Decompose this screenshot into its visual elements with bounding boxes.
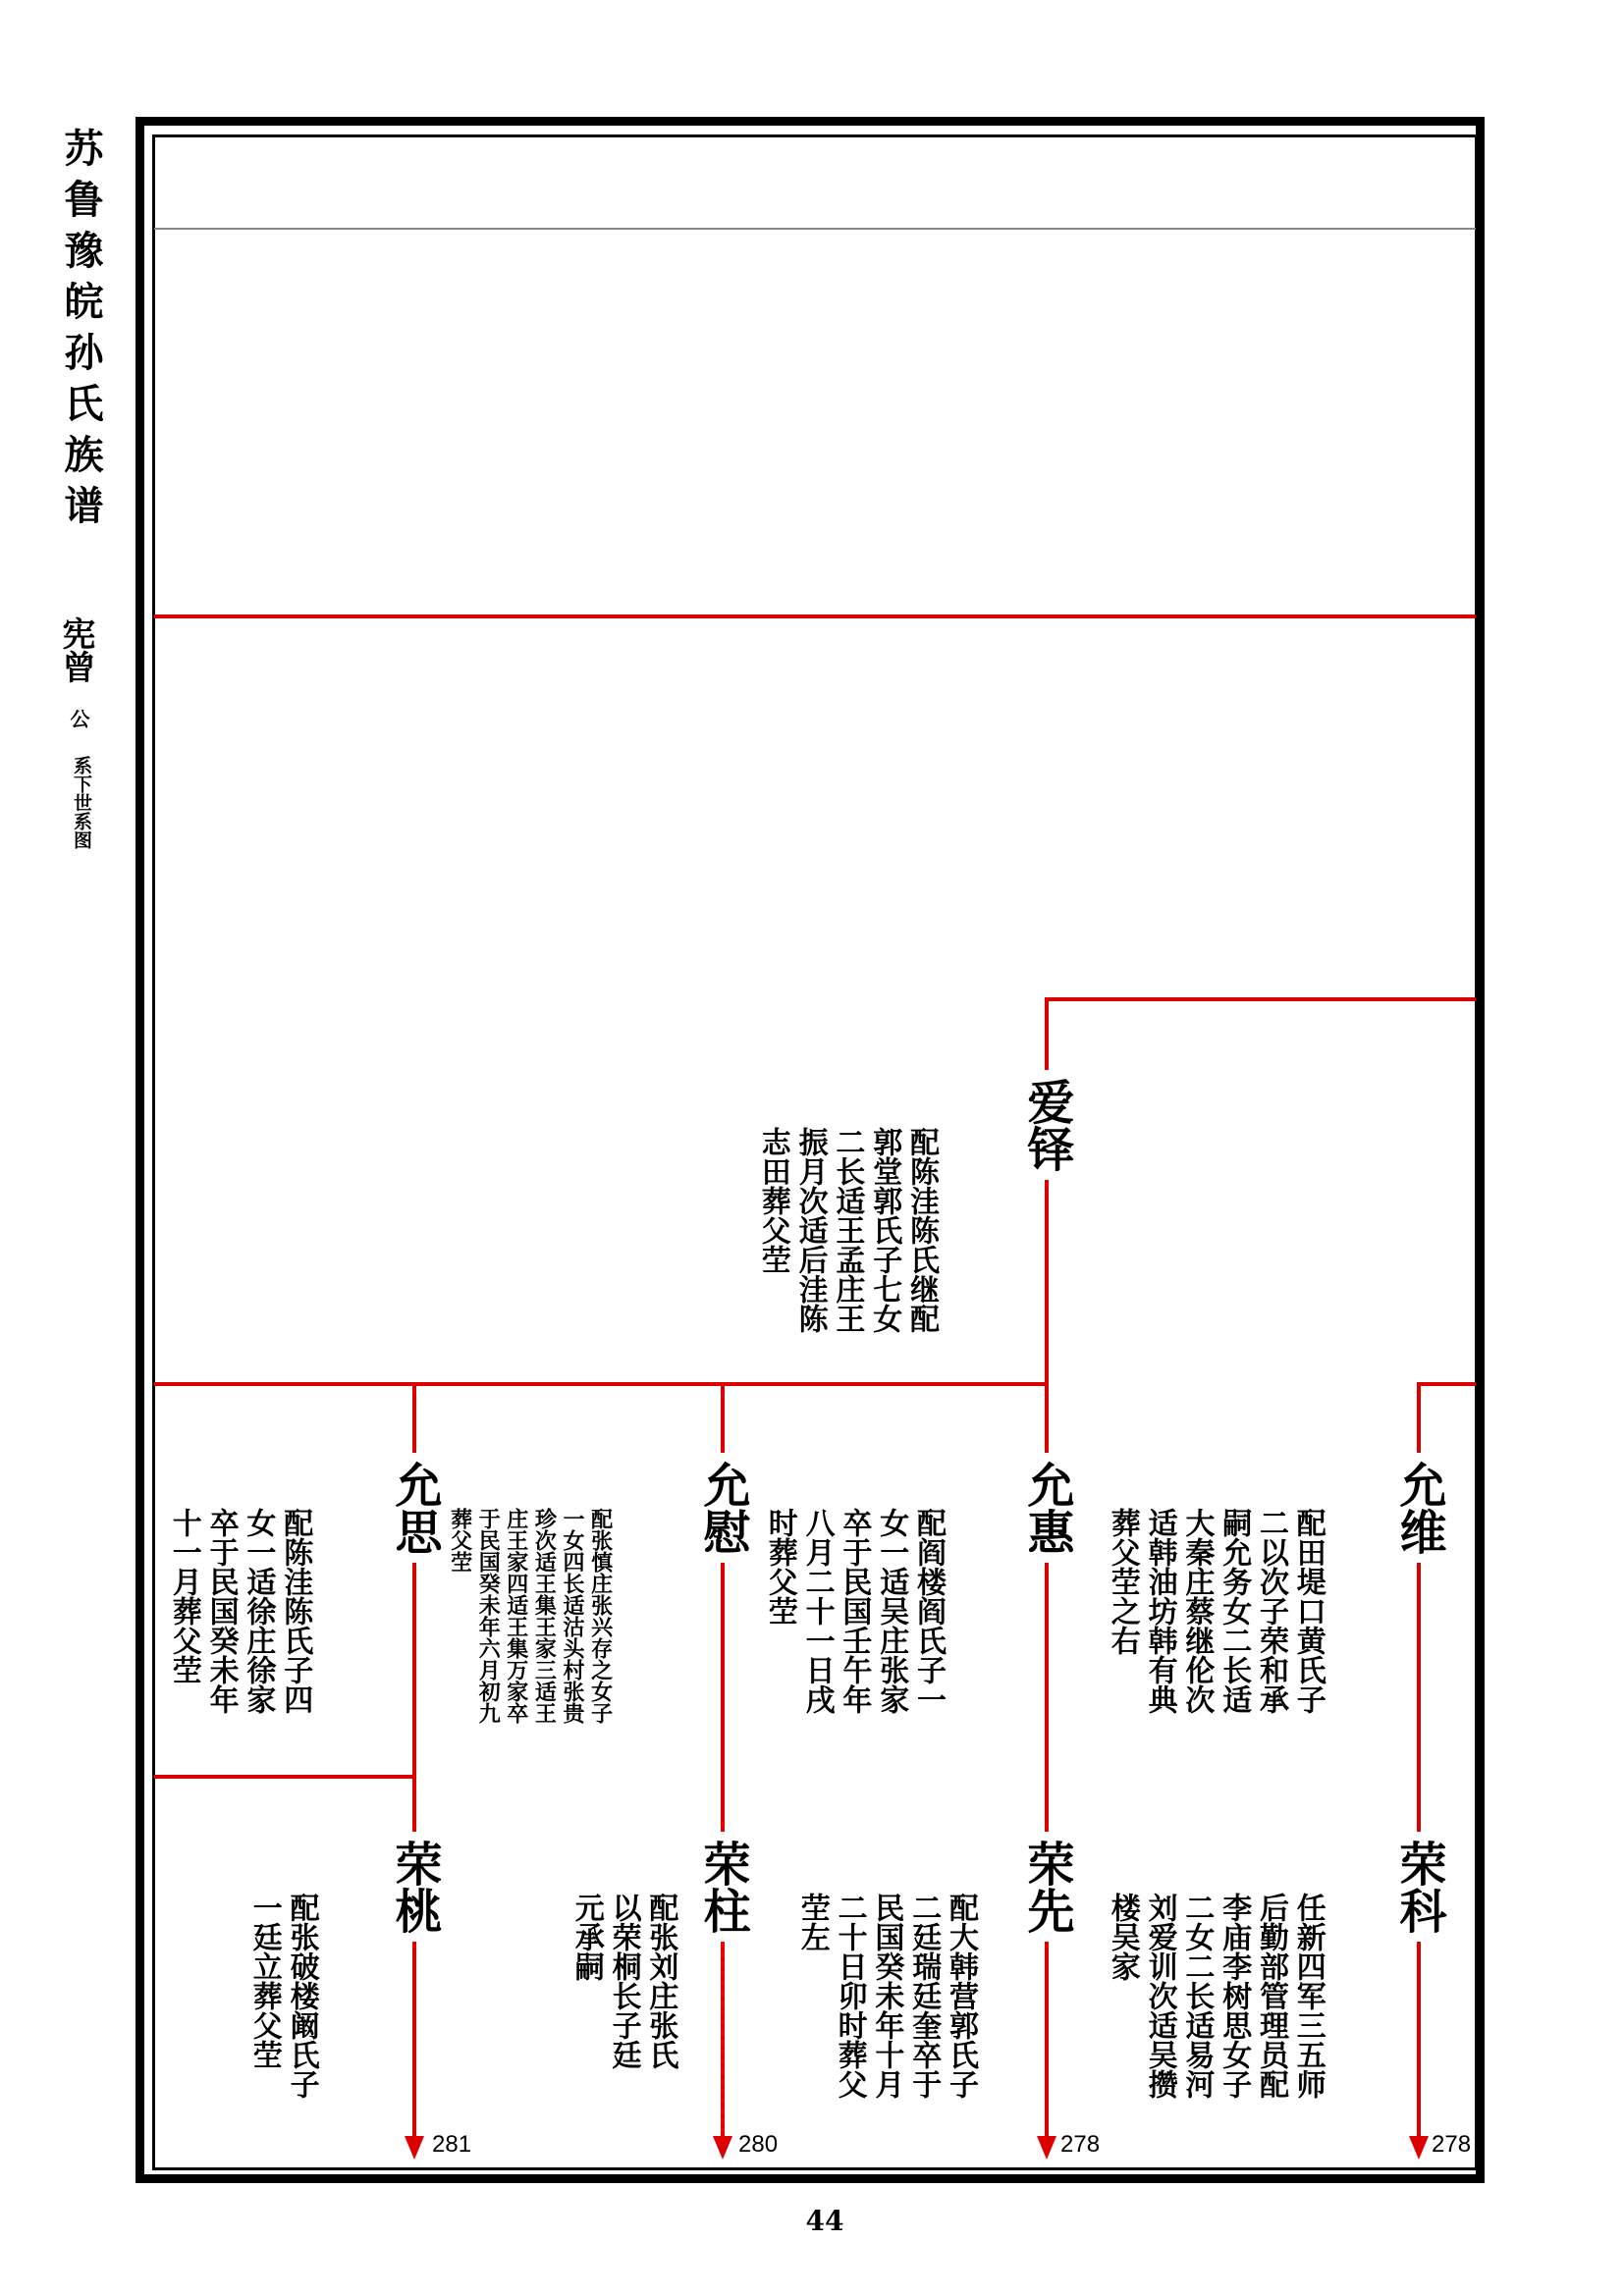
- book-title: 苏鲁豫皖孙氏族谱: [58, 128, 104, 536]
- person-name-rongtao: 荣桃: [389, 1832, 440, 1942]
- person-note-rongxian: 配大韩营郭氏子二廷瑞廷奎卒于民国癸未年十月二十日卯时葬父茔左: [794, 1893, 978, 2099]
- page-ref-rongzhu[interactable]: 280: [738, 2131, 779, 2158]
- person-name-yunwei: 允维: [1393, 1453, 1444, 1563]
- person-note-yunsi: 配陈洼陈氏子四女一适徐庄徐家卒于民国癸未年十一月葬父茔: [166, 1508, 313, 1714]
- person-note-yunwei2: 配张慎庄张兴存之女子一女四长适沽头村张贵珍次适王集王家三适王庄王家四适王集万家卒于民国癸未年六月初九葬父茔: [447, 1508, 614, 1724]
- page-number: 44: [805, 2205, 844, 2237]
- person-note-yunhui: 配阎楼阎氏子一女一适吴庄张家卒于民国壬午年八月二十一日戌时葬父茔: [762, 1508, 946, 1714]
- person-name-yunhui: 允惠: [1021, 1453, 1072, 1563]
- person-note-rongtao: 配张破楼阚氏子一廷立葬父茔: [246, 1893, 319, 2099]
- person-name-aiyi: 爱铎: [1021, 1070, 1072, 1180]
- page-ref-rongtao[interactable]: 281: [432, 2131, 472, 2158]
- person-note-rongke: 任新四军三五师后勤部管理员配李庙李树思女子二女二长适易河刘爱训次适吴攒楼吴家: [1105, 1893, 1326, 2099]
- person-name-rongxian: 荣先: [1021, 1832, 1072, 1942]
- branch-name: 宪曾: [56, 616, 95, 683]
- page-ref-rongke[interactable]: 278: [1432, 2131, 1472, 2158]
- branch-honorific: 公: [67, 709, 90, 728]
- person-name-rongke: 荣科: [1393, 1832, 1444, 1942]
- person-note-aiyi: 配陈洼陈氏继配郭堂郭氏子七女二长适王孟庄王振月次适后洼陈志田葬父茔: [755, 1127, 939, 1333]
- person-name-yunwei2: 允慰: [697, 1453, 748, 1563]
- branch-series-title: 系下世系图: [70, 756, 92, 849]
- person-note-yunwei: 配田堤口黄氏子二以次子荣和承嗣允务女二长适大秦庄蔡继伦次适韩油坊韩有典葬父茔之右: [1105, 1508, 1326, 1714]
- page-ref-rongxian[interactable]: 278: [1060, 2131, 1101, 2158]
- person-name-yunsi: 允思: [389, 1453, 440, 1563]
- person-note-rongzhu: 配张刘庄张氏以荣桐长子廷元承嗣: [568, 1893, 678, 2069]
- person-name-rongzhu: 荣柱: [697, 1832, 748, 1942]
